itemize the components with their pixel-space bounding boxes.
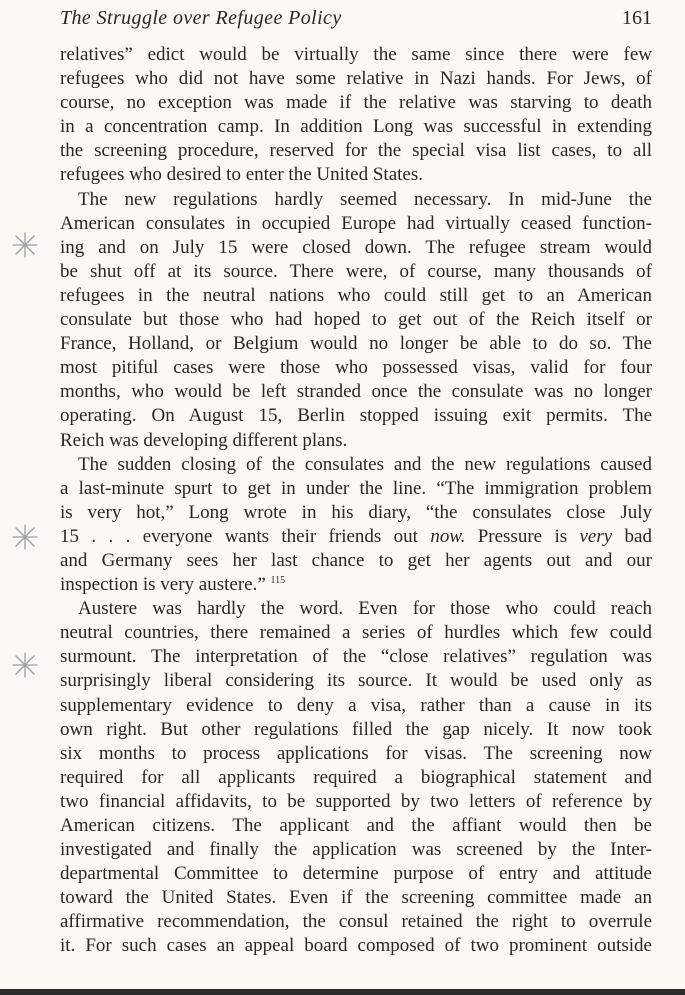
italic-emphasis: now. bbox=[430, 525, 466, 547]
paragraph bbox=[60, 453, 652, 598]
running-head bbox=[60, 7, 652, 33]
text-segment: Pressure is bbox=[465, 525, 580, 547]
text-line: ing and on July 15 were closed down. The refugee stream would bbox=[60, 236, 652, 258]
running-title: The Struggle over Refugee Policy bbox=[60, 7, 342, 29]
text-line: a last-minute spurt to get in under the line. “The immigration problem bbox=[60, 477, 652, 499]
text-line: supplementary evidence to deny a visa, rather than a cause in its bbox=[60, 694, 652, 716]
text-line: surmount. The interpretation of the “close relatives” regulation was bbox=[60, 646, 652, 668]
text-line: it. For such cases an appeal board composed of two prominent outside bbox=[60, 935, 652, 957]
page-number: 161 bbox=[622, 7, 652, 29]
text-line: neutral countries, there remained a series of hurdles which few could bbox=[60, 622, 652, 644]
text-line: refugees who did not have some relative in Nazi hands. For Jews, of bbox=[60, 68, 652, 90]
text-line: relatives” edict would be virtually the same since there were few bbox=[60, 44, 652, 65]
text-line: investigated and finally the application was screened by the Inter- bbox=[60, 839, 652, 861]
text-line: two financial affidavits, to be supported by two letters of reference by bbox=[60, 790, 652, 812]
bottom-border bbox=[0, 989, 685, 995]
asterisk-mark-icon bbox=[10, 650, 40, 680]
text-line: American citizens. The applicant and the affiant would then be bbox=[60, 815, 652, 836]
text-line bbox=[60, 573, 652, 597]
text-line: required for all applicants required a biographical statement and bbox=[60, 766, 652, 788]
text-line: most pitiful cases were those who possessed visas, valid for four bbox=[60, 357, 652, 379]
text-line: France, Holland, or Belgium would no longer be able to do so. The bbox=[60, 333, 652, 355]
text-segment: inspection is very austere.” bbox=[60, 574, 271, 596]
footnote-marker: 115 bbox=[270, 575, 286, 587]
text-line: and Germany sees her last chance to get her agents out and our bbox=[60, 549, 652, 571]
text-line: departmental Committee to determine purpose of entry and attitude bbox=[60, 863, 652, 885]
text-line: own right. But other regulations filled the gap nicely. It now took bbox=[60, 718, 652, 740]
text-segment: bad bbox=[612, 525, 652, 547]
text-line: course, no exception was made if the relative was starving to death bbox=[60, 92, 652, 114]
text-line: American consulates in occupied Europe had virtually ceased function- bbox=[60, 212, 652, 234]
paragraph bbox=[60, 43, 652, 188]
text-line: refugees who desired to enter the United States. bbox=[60, 164, 423, 186]
text-line: affirmative recommendation, the consul retained the right to overrule bbox=[60, 911, 652, 933]
text-line: six months to process applications for visas. The screening now bbox=[60, 742, 652, 764]
text-line: operating. On August 15, Berlin stopped issuing exit permits. The bbox=[60, 405, 652, 427]
text-segment: 15 . . . everyone wants their friends out bbox=[60, 525, 431, 547]
text-line: surprisingly liberal considering its source. It would be used only as bbox=[60, 670, 652, 692]
italic-emphasis: very bbox=[579, 525, 613, 547]
asterisk-mark-icon bbox=[10, 522, 40, 552]
text-line: the screening procedure, reserved for the special visa list cases, to all bbox=[60, 140, 652, 162]
body-text bbox=[60, 43, 652, 959]
text-line: months, who would be left stranded once the consulate was no longer bbox=[60, 381, 652, 403]
text-line: The sudden closing of the consulates and the new regulations caused bbox=[78, 453, 652, 475]
text-line: Austere was hardly the word. Even for those who could reach bbox=[78, 598, 652, 620]
text-line: refugees in the neutral nations who could still get to an American bbox=[60, 284, 652, 306]
text-line: be shut off at its source. There were, of course, many thousands of bbox=[60, 260, 652, 282]
text-line: toward the United States. Even if the screening committee made an bbox=[60, 887, 652, 909]
text-line: is very hot,” Long wrote in his diary, “the consulates close July bbox=[60, 501, 652, 523]
paragraph bbox=[60, 188, 652, 453]
text-line: in a concentration camp. In addition Long was successful in extending bbox=[60, 116, 652, 138]
text-line: Reich was developing different plans. bbox=[60, 429, 348, 451]
paragraph bbox=[60, 597, 652, 958]
text-line: consulate but those who had hoped to get out of the Reich itself or bbox=[60, 309, 652, 331]
text-line bbox=[60, 525, 652, 549]
text-line: The new regulations hardly seemed necessary. In mid-June the bbox=[78, 188, 652, 210]
asterisk-mark-icon bbox=[10, 230, 40, 260]
